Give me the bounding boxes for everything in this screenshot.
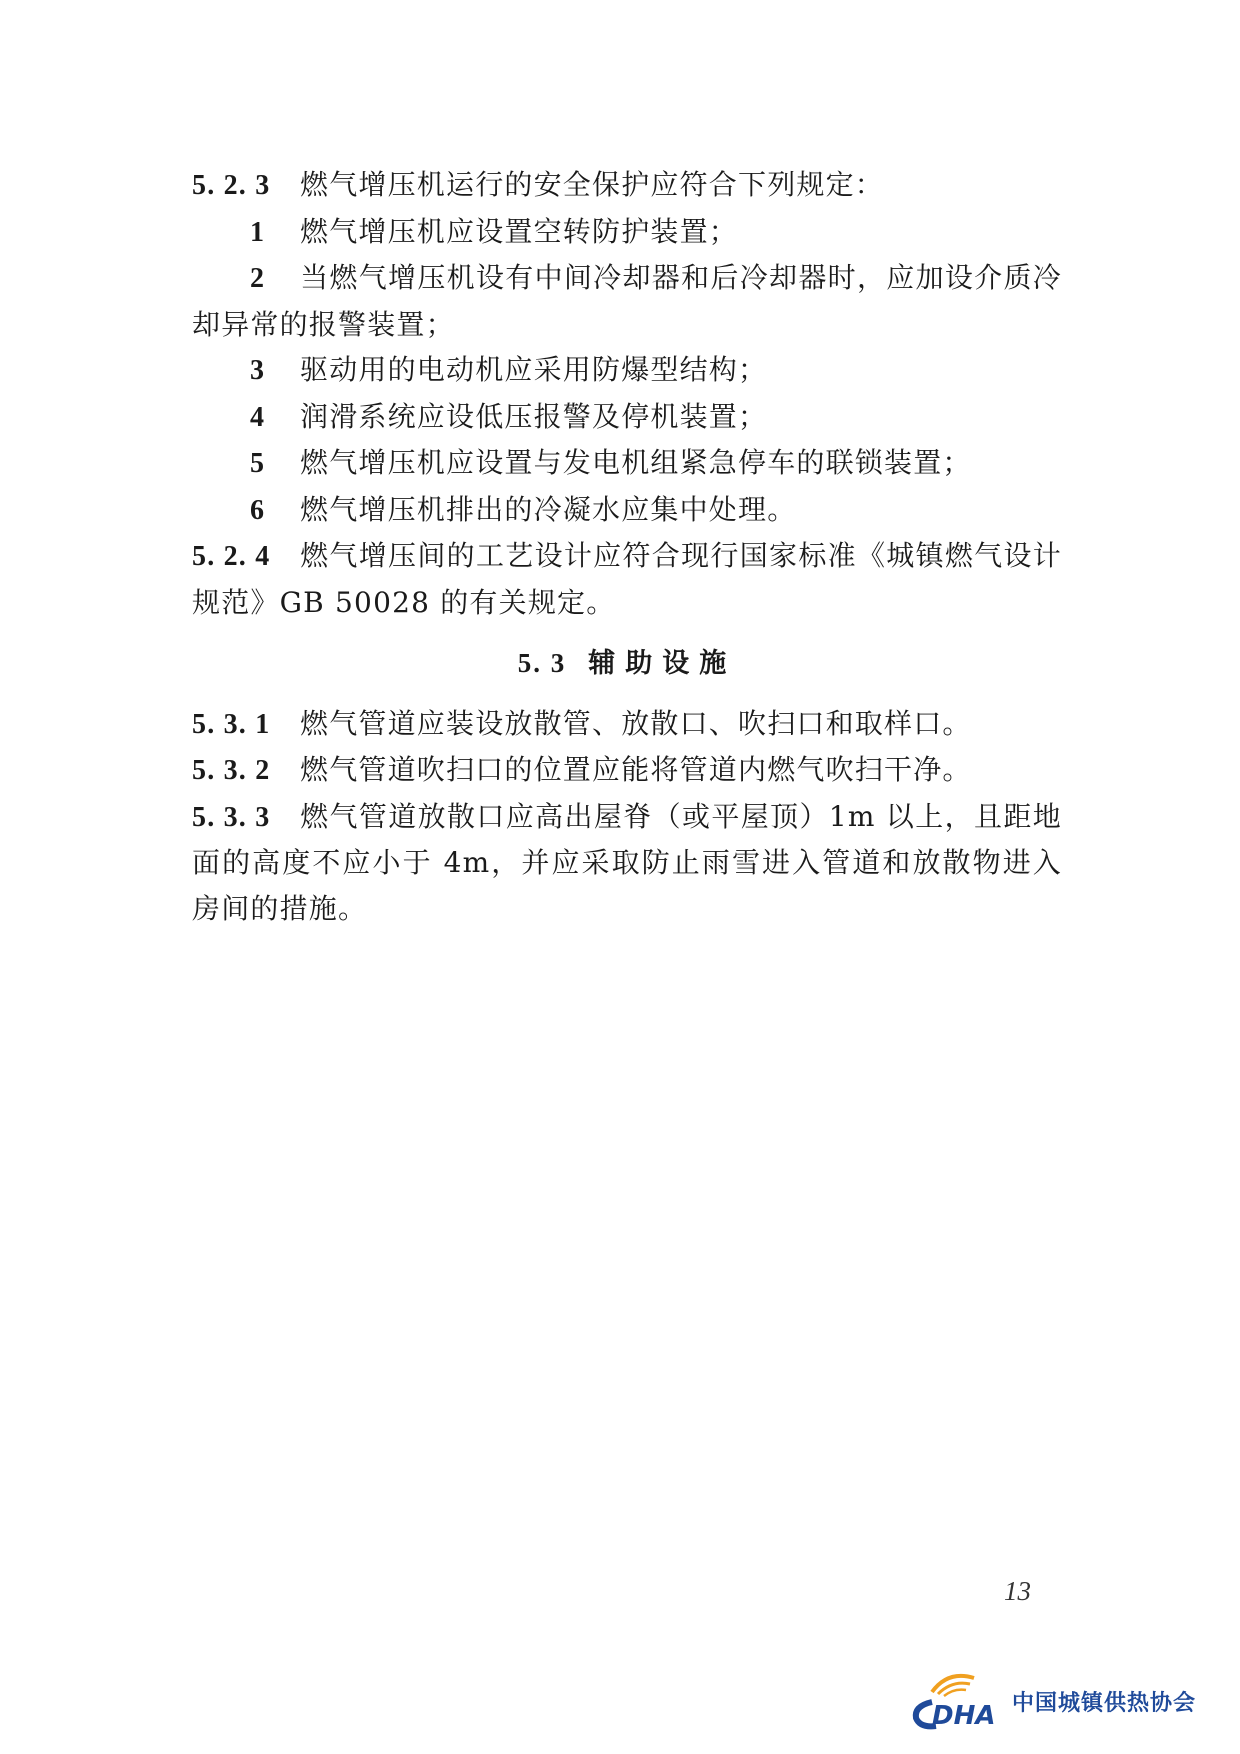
cdha-logo-icon — [902, 1668, 1018, 1732]
item-number: 6 — [250, 494, 266, 526]
list-item — [192, 487, 1062, 534]
list-item — [192, 394, 1062, 441]
clause-text: 燃气管道吹扫口的位置应能将管道内燃气吹扫干净。 — [300, 753, 972, 786]
item-number: 1 — [250, 216, 266, 248]
clause-number: 5. 2. 4 — [192, 541, 271, 572]
clause-number: 5. 3. 1 — [192, 708, 271, 740]
item-text: 燃气增压机应设置与发电机组紧急停车的联锁装置； — [300, 446, 972, 479]
section-heading — [192, 641, 1062, 687]
clause-number: 5. 3. 3 — [192, 801, 271, 833]
document-body — [192, 162, 1062, 931]
item-text: 当燃气增压机设有中间冷却器和后冷却器时，应加设介质冷却异常的报警装置； — [192, 261, 1062, 341]
item-text: 燃气增压机排出的冷凝水应集中处理。 — [300, 492, 797, 526]
list-item — [192, 347, 1062, 394]
clause-5-3-2 — [192, 747, 1062, 794]
clause-5-3-3 — [192, 794, 1062, 932]
clause-text: 燃气管道放散口应高出屋脊（或平屋顶）1m 以上，且距地面的高度不应小于 4m，并应采取防止雨雪进入管道和放散物进入房间的措施。 — [192, 799, 1062, 925]
item-number: 4 — [250, 401, 266, 433]
list-item — [192, 440, 1062, 487]
item-number: 3 — [250, 355, 266, 386]
item-text: 驱动用的电动机应采用防爆型结构； — [300, 353, 768, 386]
list-item — [192, 255, 1062, 347]
item-text: 润滑系统应设低压报警及停机装置； — [300, 399, 768, 433]
list-item — [192, 209, 1062, 256]
clause-text: 燃气增压机运行的安全保护应符合下列规定： — [300, 168, 885, 201]
item-number: 2 — [250, 263, 266, 294]
clause-5-2-4 — [192, 533, 1062, 625]
page-number: 13 — [1004, 1576, 1031, 1606]
item-text: 燃气增压机应设置空转防护装置； — [300, 214, 739, 248]
clause-number: 5. 2. 3 — [192, 170, 271, 201]
clause-text: 燃气增压间的工艺设计应符合现行国家标准《城镇燃气设计规范》GB 50028 的有关规定。 — [192, 539, 1062, 619]
section-title: 辅助设施 — [588, 648, 737, 679]
footer-logo — [902, 1668, 1222, 1732]
section-number: 5. 3 — [517, 648, 567, 678]
clause-5-3-1 — [192, 701, 1062, 748]
clause-text: 燃气管道应装设放散管、放散口、吹扫口和取样口。 — [300, 706, 972, 740]
clause-number: 5. 3. 2 — [192, 755, 271, 786]
clause-5-2-3 — [192, 162, 1062, 209]
svg-text:DHA: DHA — [932, 1701, 996, 1731]
org-name: 中国城镇供热协会 — [1012, 1691, 1197, 1716]
item-number: 5 — [250, 448, 266, 479]
